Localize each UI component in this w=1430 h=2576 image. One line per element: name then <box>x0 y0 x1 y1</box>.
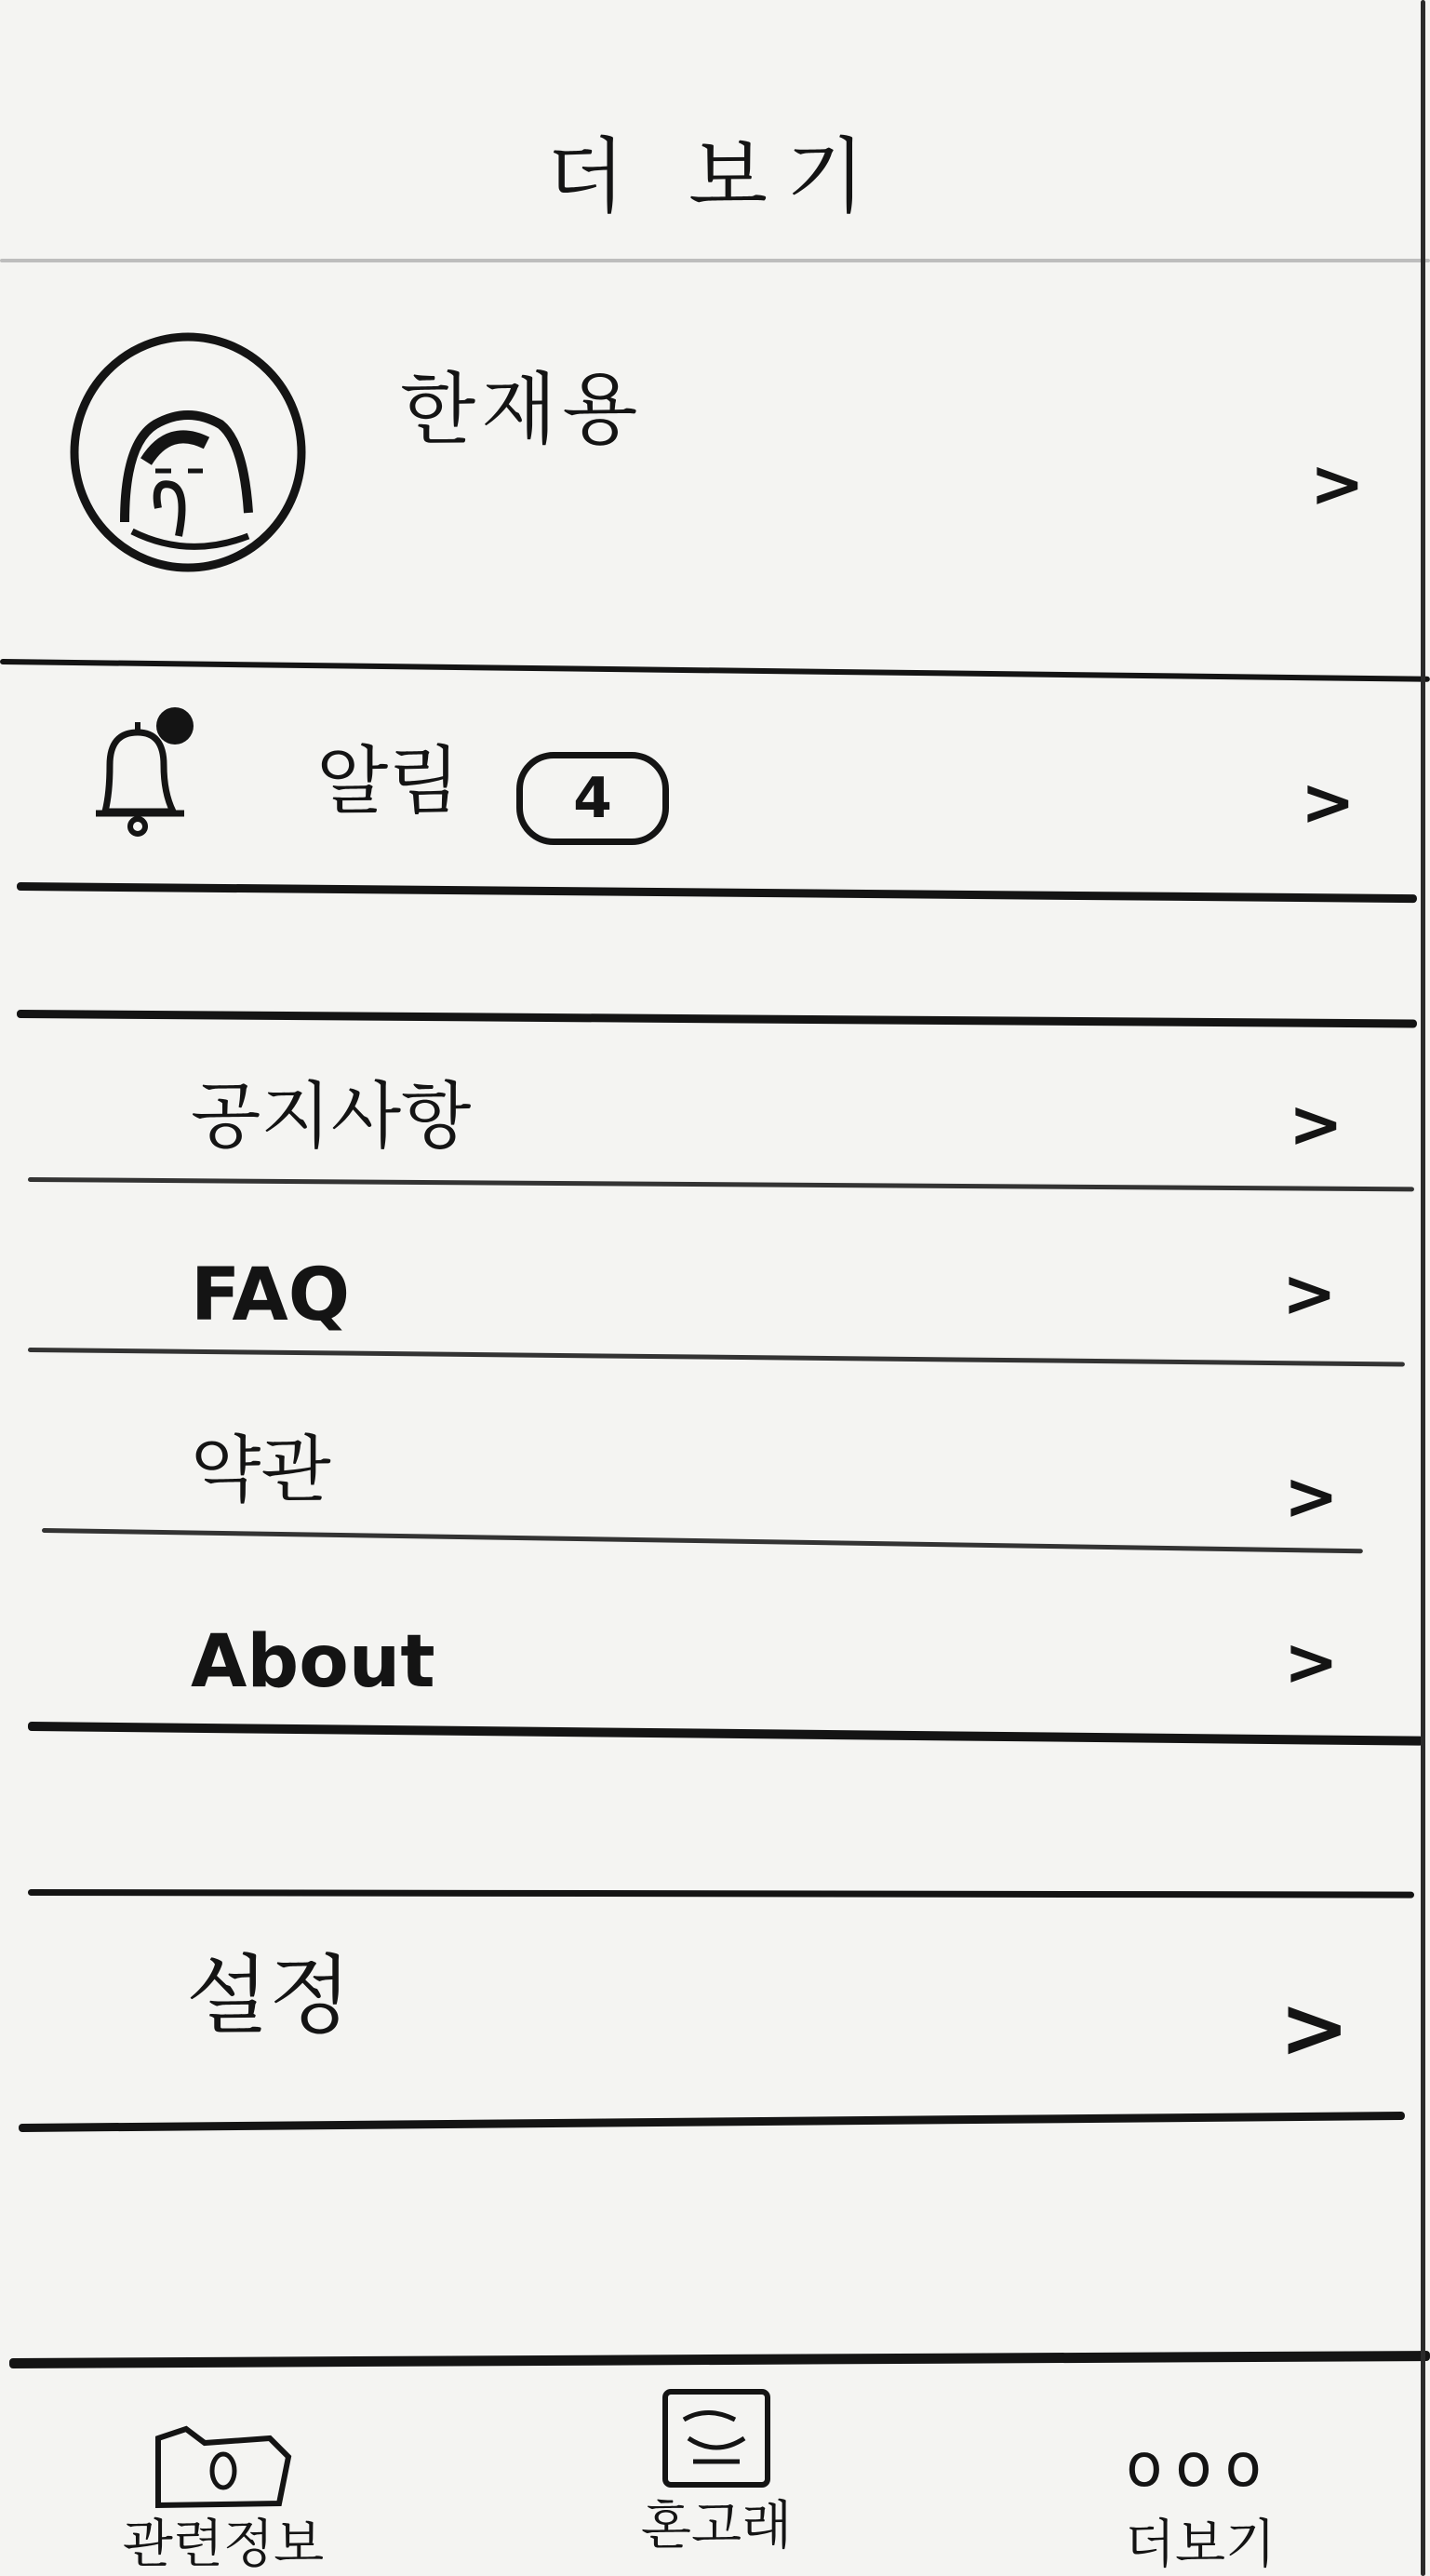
settings-label: 설정 <box>186 1946 352 2046</box>
page-title: 더 보기 <box>546 128 884 224</box>
profile-divider <box>0 659 1430 682</box>
bell-icon <box>82 700 203 839</box>
menu-item-label: FAQ <box>191 1254 351 1337</box>
terms-chevron-icon: > <box>1284 1458 1339 1535</box>
about-chevron-icon: > <box>1284 1624 1339 1700</box>
card-icon <box>633 2382 800 2494</box>
tab-label: 더보기 <box>1124 2515 1276 2575</box>
settings-top-divider <box>28 1889 1414 1898</box>
faq-chevron-icon: > <box>1282 1255 1337 1332</box>
menu-item-label: 공지사항 <box>191 1075 472 1159</box>
settings-chevron-icon: > <box>1279 1979 1350 2077</box>
notifications-chevron-icon: > <box>1301 764 1356 840</box>
notice-divider <box>28 1177 1414 1191</box>
tab-related-info[interactable] <box>102 2420 344 2576</box>
profile-chevron-icon: > <box>1310 446 1365 522</box>
right-edge-line <box>1421 0 1425 2576</box>
terms-divider <box>42 1528 1363 1553</box>
notification-count-badge: 4 <box>516 752 669 845</box>
avatar-icon <box>67 331 309 573</box>
settings-bottom-divider <box>19 2112 1405 2132</box>
header-divider <box>0 259 1430 262</box>
wallet-icon <box>130 2420 316 2513</box>
menu-group-top-divider <box>17 1010 1417 1028</box>
notifications-divider <box>17 882 1417 903</box>
tab-label: 혼고래 <box>640 2496 793 2556</box>
notice-chevron-icon: > <box>1289 1086 1343 1162</box>
faq-divider <box>28 1348 1405 1366</box>
tab-card[interactable] <box>595 2382 837 2559</box>
menu-group-bottom-divider <box>28 1722 1423 1746</box>
profile-name: 한재용 <box>400 364 644 455</box>
tab-label: 관련정보 <box>122 2515 325 2575</box>
menu-item-label: About <box>191 1620 435 1704</box>
menu-item-label: 약관 <box>191 1429 331 1512</box>
more-dots-icon: ooo <box>1126 2432 1275 2501</box>
notifications-label: 알림 <box>316 738 461 825</box>
bottom-nav-divider <box>9 2351 1430 2368</box>
tab-more[interactable] <box>1079 2420 1321 2576</box>
